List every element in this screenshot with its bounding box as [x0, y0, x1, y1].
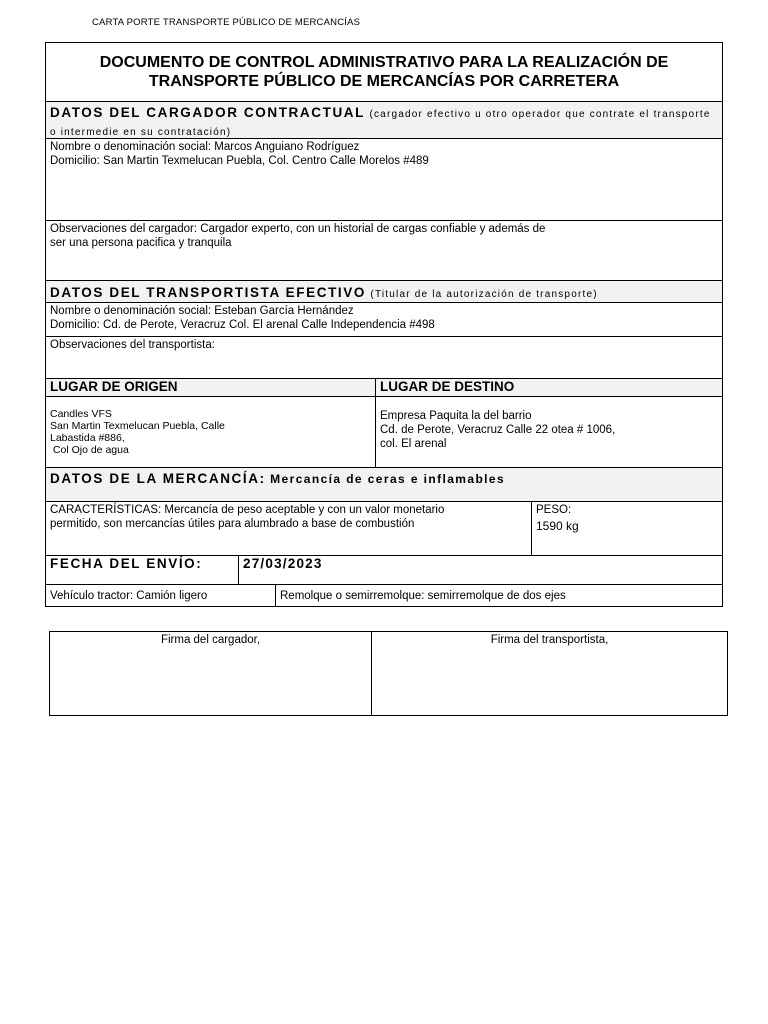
transportista-details [46, 302, 722, 336]
mercancia-section-heading [46, 467, 722, 501]
destino-details [375, 397, 722, 467]
cargador-observaciones-line-2: ser una persona pacifica y tranquila [50, 237, 232, 249]
firma-transportista: Firma del transportista, [371, 632, 727, 715]
origen-heading: LUGAR DE ORIGEN [46, 379, 375, 396]
mercancia-heading-value: Mercancía de ceras e inflamables [270, 472, 506, 486]
cargador-details [46, 138, 722, 220]
transportista-domicilio: Domicilio: Cd. de Perote, Veracruz Col. El arenal Calle Independencia #498 [50, 319, 435, 331]
cargador-heading: DATOS DEL CARGADOR CONTRACTUAL [50, 105, 365, 120]
origen-destino-headings [46, 378, 722, 396]
origen-line-2: San Martin Texmelucan Puebla, Calle [50, 420, 225, 432]
firma-cargador: Firma del cargador, [160, 634, 261, 646]
caracteristicas-line-2: permitido, son mercancías útiles para alumbrado a base de combustión [50, 518, 415, 530]
vehiculo-row [46, 584, 722, 606]
origen-details [46, 397, 375, 467]
page-header: CARTA PORTE TRANSPORTE PÚBLICO DE MERCANCÍAS [92, 17, 361, 28]
signature-box [49, 631, 728, 716]
transportista-heading-note: (Titular de la autorización de transporte) [370, 289, 598, 300]
transportista-nombre: Nombre o denominación social: Esteban García Hernández [50, 305, 354, 317]
transportista-heading: DATOS DEL TRANSPORTISTA EFECTIVO [50, 285, 366, 300]
vehiculo-tractor: Vehículo tractor: Camión ligero [50, 590, 208, 602]
control-document [45, 42, 723, 607]
title-line-1: DOCUMENTO DE CONTROL ADMINISTRATIVO PARA LA REALIZACIÓN DE [99, 54, 669, 71]
document-title [46, 43, 722, 101]
cargador-domicilio: Domicilio: San Martin Texmelucan Puebla, Col. Centro Calle Morelos #489 [50, 155, 429, 167]
destino-heading: LUGAR DE DESTINO [375, 379, 722, 396]
origen-line-4: Col Ojo de agua [50, 444, 129, 456]
mercancia-caracteristicas [46, 502, 531, 555]
destino-line-3: col. El arenal [380, 438, 447, 450]
origen-destino-details [46, 396, 722, 467]
mercancia-peso [531, 502, 722, 555]
cargador-observaciones-line-1: Observaciones del cargador: Cargador experto, con un historial de cargas confiable y además de [50, 223, 546, 235]
cargador-observaciones [46, 220, 722, 280]
cargador-nombre: Nombre o denominación social: Marcos Anguiano Rodríguez [50, 141, 360, 153]
peso-label: PESO: [536, 504, 572, 516]
destino-line-1: Empresa Paquita la del barrio [380, 410, 532, 422]
caracteristicas-line-1: CARACTERÍSTICAS: Mercancía de peso aceptable y con un valor monetario [50, 504, 445, 516]
mercancia-heading: DATOS DE LA MERCANCÍA: [50, 471, 266, 486]
cargador-heading-note: (cargador efectivo u otro operador que contrate el transporte o intermedie en su contratación) [50, 109, 711, 138]
origen-line-1: Candles VFS [50, 408, 112, 420]
cargador-section-heading [46, 101, 722, 138]
transportista-section-heading [46, 280, 722, 302]
peso-value: 1590 kg [536, 519, 579, 533]
mercancia-details [46, 501, 722, 555]
transportista-observaciones: Observaciones del transportista: [46, 336, 722, 378]
title-line-2: TRANSPORTE PÚBLICO DE MERCANCÍAS POR CARRETERA [148, 73, 620, 90]
destino-line-2: Cd. de Perote, Veracruz Calle 22 otea # 1006, [380, 424, 616, 436]
fecha-envio-row [46, 555, 722, 584]
vehiculo-remolque: Remolque o semirremolque: semirremolque de dos ejes [275, 585, 722, 606]
origen-line-3: Labastida #886, [50, 432, 125, 444]
fecha-envio-label: FECHA DEL ENVÍO: [50, 556, 203, 571]
fecha-envio-value: 27/03/2023 [238, 556, 722, 584]
